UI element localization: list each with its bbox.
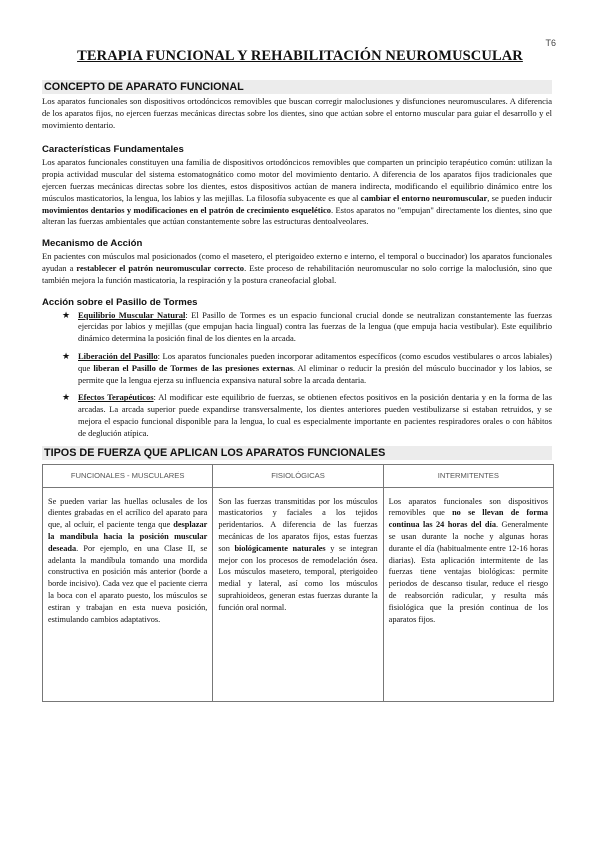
characteristics-paragraph [42, 157, 552, 228]
column-header-muscular: FUNCIONALES - MUSCULARES [43, 464, 213, 487]
tormes-heading: Acción sobre el Pasillo de Tormes [42, 296, 198, 308]
characteristics-text-3: . Estos aparatos no "empujan" directamente los dientes, sino que alteran las fuerzas ambientales que actúan constantemente sobre las estructuras dentoalveolares. [42, 204, 552, 227]
list-item-text: : El Pasillo de Tormes es un espacio funcional crucial donde se neutralizan constantemente las fuerzas ejercidas por labios y mejillas (que empujan hacia lingual) contra las fuerzas de la lengua (que empuja hacia vestibular). Este equilibrio dinámico determina la posición final de los dientes en la arcada. [78, 309, 552, 344]
table-row [43, 487, 554, 701]
star-bullet-icon: ★ [62, 350, 71, 361]
cell-text: Los aparatos funcionales son dispositivos removibles que [388, 496, 548, 518]
cell-bold: no se llevan de forma continua las 24 horas del día [388, 508, 548, 530]
list-item-text: : Los aparatos funcionales pueden incorporar aditamentos específicos (como escudos vestibulares o arcos labiales) que [78, 350, 552, 373]
list-item-term: Efectos Terapéuticos [78, 392, 154, 403]
table-header-row [43, 464, 554, 487]
mechanism-text-1: En pacientes con músculos mal posicionados (como el masetero, el pterigoideo externo e interno, el temporal o buccinador) los aparatos funcionales ayudan a [42, 251, 552, 273]
cell-intermittent [383, 487, 553, 701]
mechanism-heading: Mecanismo de Acción [42, 238, 143, 250]
document-body [42, 80, 552, 702]
list-item-text-2: . Al eliminar o reducir la presión del músculo buccinador y los labios, se permite que la lengua ejerza su influencia expansiva natural sobre la arcada dentaria. [78, 362, 552, 385]
cell-text: Son las fuerzas transmitidas por los músculos masticatorios y faciales a los tejidos peridentarios. A diferencia de las fuerzas mecánicas de los aparatos fijos, estas fuerzas son [218, 496, 378, 553]
characteristics-bold-2: movimientos dentarios y modificaciones en el patrón de crecimiento esquelético [42, 204, 331, 215]
cell-bold: desplazar la mandíbula hacia la posición muscular deseada [48, 520, 208, 553]
list-item [42, 310, 552, 345]
cell-text-2: . Por ejemplo, en una Clase II, se adelanta la mandíbula tomando una mordida constructiva en posición más anterior (borde a borde incisivo). Cada vez que el paciente cierra la boca con el aparato puesto, los músculos se estiran y trabajan en esta nueva posición, estimulando cambios adaptativos. [48, 543, 208, 624]
cell-bold: biológicamente naturales [234, 543, 326, 553]
cell-text-2: y se integran mejor con los procesos de remodelación ósea. Los músculos masetero, temporal, pterigoideo medial y lateral, así como los músculos suprahioideos, generan estas fuerzas durante la función oral normal. [218, 543, 378, 612]
mechanism-bold-1: restablecer el patrón neuromuscular correcto [76, 262, 245, 273]
star-bullet-icon: ★ [62, 309, 71, 320]
cell-text: Se pueden variar las huellas oclusales de los dientes grabadas en el acrílico del aparato para que, al ocluir, el paciente tenga que [48, 496, 208, 530]
list-item [42, 351, 552, 386]
mechanism-paragraph [42, 251, 552, 286]
list-item-text: : Al modificar este equilibrio de fuerzas, se obtienen efectos positivos en la posición dentaria y en la forma de las arcadas. La arcada superior puede expandirse transversalmente, los dientes anteriores pueden vestibulizarse si estaban retruidos, y se mejora el espacio funcional disponible para la lengua, lo cual es especialmente importante en pacientes respiradores orales o con hábitos de deglución atípica. [78, 392, 552, 438]
star-bullet-icon: ★ [62, 392, 71, 403]
characteristics-heading: Características Fundamentales [42, 144, 184, 156]
characteristics-bold-1: cambiar el entorno neuromuscular [360, 192, 488, 203]
tormes-list [42, 310, 552, 440]
column-header-physiological: FISIOLÓGICAS [213, 464, 383, 487]
document-title: TERAPIA FUNCIONAL Y REHABILITACIÓN NEUROMUSCULAR [77, 48, 523, 64]
list-item-term: Liberación del Pasillo [78, 350, 158, 361]
cell-text-2: . Generalmente se usan durante la noche y algunas horas durante el día (habitualmente entre 12-16 horas diarias). Esta aplicación intermitente de las fuerzas tiene ventajas biológicas: permite periodos de descanso tisular, reduce el riesgo de reabsorción radicular, y resulta más fisiológica que la presión continua de los aparatos fijos. [388, 520, 548, 624]
characteristics-text-2: , se pueden inducir [487, 192, 553, 203]
list-item [42, 392, 552, 439]
characteristics-text-1: Los aparatos funcionales constituyen una familia de dispositivos ortodóncicos removibles que comparten un principio terapéutico común: utilizan la propia actividad muscular del sistema estomatognático como motor del movimiento dentario. A diferencia de los aparatos fijos tradicionales que ejercen fuerzas mecánicas directas sobre los dientes, estos dispositivos actúan de manera indirecta, modificando el equilibrio dinámico entre los músculos masticatorios, la lengua, los labios y las mejillas. La filosofía subyacente es que al [42, 157, 552, 203]
forces-table [42, 464, 554, 702]
page-number: T6 [545, 38, 556, 48]
mechanism-text-2: . Este proceso de rehabilitación neuromuscular no solo corrige la maloclusión, sino que también mejora la función masticatoria, la respiración y la postura craneofacial global. [42, 262, 552, 285]
concept-heading: CONCEPTO DE APARATO FUNCIONAL [42, 80, 552, 94]
cell-physiological [213, 487, 383, 701]
column-header-intermittent: INTERMITENTES [383, 464, 553, 487]
list-item-term: Equilibrio Muscular Natural [78, 309, 186, 320]
forces-heading: TIPOS DE FUERZA QUE APLICAN LOS APARATOS FUNCIONALES [42, 446, 552, 460]
list-item-bold: liberan el Pasillo de Tormes de las presiones externas [93, 362, 293, 373]
cell-muscular [43, 487, 213, 701]
concept-paragraph: Los aparatos funcionales son dispositivos ortodóncicos removibles que buscan corregir maloclusiones y disfunciones neuromusculares. A diferencia de los aparatos fijos, no ejercen fuerzas mecánicas directas sobre los dientes, sino que actúan sobre el entorno muscular para guiar el desarrollo y el movimiento dentario. [42, 96, 552, 130]
